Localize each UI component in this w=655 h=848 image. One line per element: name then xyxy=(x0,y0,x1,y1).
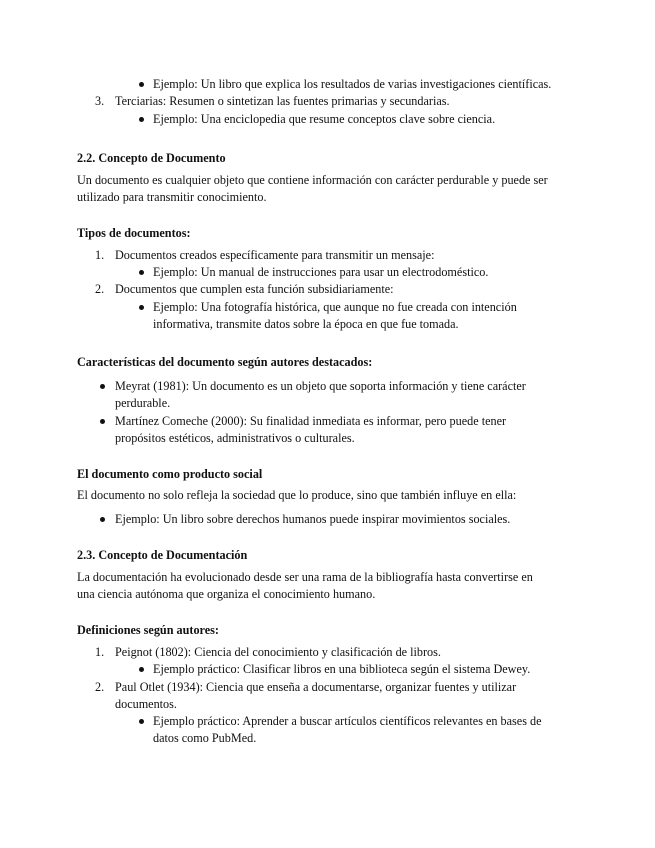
list-item: Documentos creados específicamente para transmitir un mensaje: xyxy=(115,248,435,262)
list-item-tertiary: Terciarias: Resumen o sintetizan las fuentes primarias y secundarias. xyxy=(115,94,450,108)
list-item: Peignot (1802): Ciencia del conocimiento y clasificación de libros. xyxy=(115,645,441,659)
list-number: 1. xyxy=(95,645,105,659)
list-item-example: Ejemplo práctico: Aprender a buscar artículos científicos relevantes en bases de xyxy=(153,714,542,728)
list-item: documentos. xyxy=(115,697,177,711)
bullet-icon xyxy=(100,419,105,424)
list-number: 1. xyxy=(95,248,105,262)
bullet-icon xyxy=(100,517,105,522)
paragraph-line: utilizado para transmitir conocimiento. xyxy=(77,190,267,204)
list-item-example: Ejemplo: Un manual de instrucciones para usar un electrodoméstico. xyxy=(153,265,489,279)
bullet-icon xyxy=(139,117,144,122)
section-heading-documentacion: 2.3. Concepto de Documentación xyxy=(77,548,248,562)
list-item-example: informativa, transmite datos sobre la época en que fue tomada. xyxy=(153,317,459,331)
bullet-icon xyxy=(139,305,144,310)
subheading-definiciones: Definiciones según autores: xyxy=(77,623,219,637)
list-item: Martínez Comeche (2000): Su finalidad inmediata es informar, pero puede tener xyxy=(115,414,507,428)
list-item: Documentos que cumplen esta función subsidiariamente: xyxy=(115,282,394,296)
list-item-example: Ejemplo práctico: Clasificar libros en una biblioteca según el sistema Dewey. xyxy=(153,662,531,676)
example-secondary: Ejemplo: Un libro que explica los resultados de varias investigaciones científicas. xyxy=(153,77,552,91)
subheading-tipos: Tipos de documentos: xyxy=(77,226,191,240)
list-item: propósitos estéticos, administrativos o culturales. xyxy=(115,431,355,445)
subheading-producto-social: El documento como producto social xyxy=(77,467,263,481)
paragraph-line: una ciencia autónoma que organiza el conocimiento humano. xyxy=(77,587,376,601)
list-item-example: Ejemplo: Una fotografía histórica, que aunque no fue creada con intención xyxy=(153,300,517,314)
bullet-icon xyxy=(139,270,144,275)
subheading-caracteristicas: Características del documento según autores destacados: xyxy=(77,355,373,369)
section-heading-documento: 2.2. Concepto de Documento xyxy=(77,151,226,165)
list-item: Paul Otlet (1934): Ciencia que enseña a documentarse, organizar fuentes y utilizar xyxy=(115,680,517,694)
bullet-icon xyxy=(139,719,144,724)
list-item: Meyrat (1981): Un documento es un objeto que soporta información y tiene carácter xyxy=(115,379,526,393)
list-number: 3. xyxy=(95,94,105,108)
paragraph-line: El documento no solo refleja la sociedad que lo produce, sino que también influye en ella: xyxy=(77,488,517,502)
list-number: 2. xyxy=(95,282,105,296)
bullet-icon xyxy=(100,384,105,389)
example-tertiary: Ejemplo: Una enciclopedia que resume conceptos clave sobre ciencia. xyxy=(153,112,496,126)
list-item-example: Ejemplo: Un libro sobre derechos humanos puede inspirar movimientos sociales. xyxy=(115,512,511,526)
paragraph-line: La documentación ha evolucionado desde ser una rama de la bibliografía hasta convertirse en xyxy=(77,570,533,584)
paragraph-line: Un documento es cualquier objeto que contiene información con carácter perdurable y puede ser xyxy=(77,173,548,187)
bullet-icon xyxy=(139,82,144,87)
list-item-example: datos como PubMed. xyxy=(153,731,257,745)
bullet-icon xyxy=(139,667,144,672)
list-item: perdurable. xyxy=(115,396,171,410)
list-number: 2. xyxy=(95,680,105,694)
